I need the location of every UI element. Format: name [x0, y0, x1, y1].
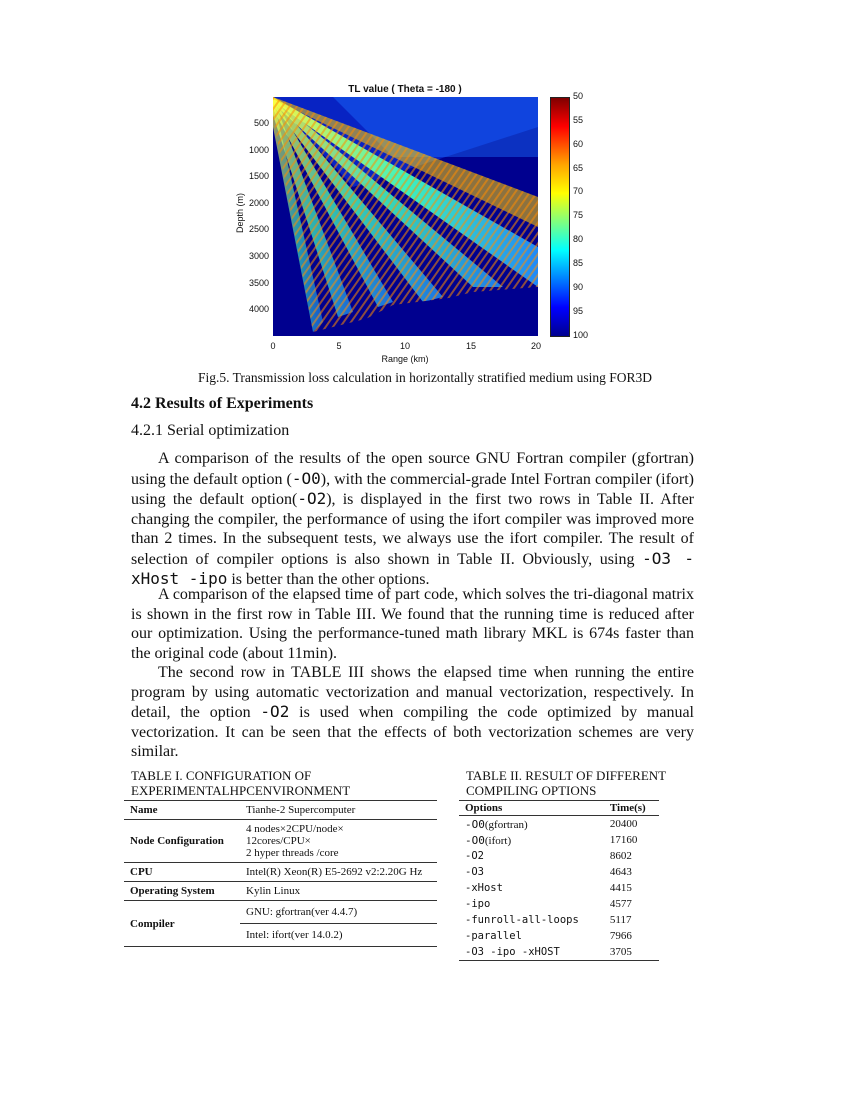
- colorbar-tick: 65: [573, 163, 584, 173]
- y-tick: 3000: [248, 251, 269, 261]
- x-tick: 0: [270, 341, 276, 351]
- table-cell: 4577: [609, 898, 632, 910]
- y-tick: 2000: [248, 198, 269, 208]
- x-tick: 15: [465, 341, 476, 351]
- table-cell: Name: [124, 801, 240, 820]
- table-row: [459, 880, 659, 896]
- paragraph-tridiagonal: A comparison of the elapsed time of part code, which solves the tri-diagonal matrix is shown in the first row in Table III. We found that the running time is reduced after our optimization. Using the performance-tuned math library MKL is 674s faster than the original code (about 11min).: [131, 586, 694, 662]
- table-cell: Intel(R) Xeon(R) E5-2692 v2:2.20G Hz: [240, 863, 437, 882]
- code-option: -O3 -xHost -ipo: [131, 548, 694, 588]
- y-tick: 3500: [248, 278, 269, 288]
- table-cell: 5117: [609, 914, 632, 926]
- column-header: Time(s): [604, 801, 659, 816]
- table-cell: Operating System: [124, 882, 240, 901]
- subsection-heading: 4.2.1 Serial optimization: [131, 422, 290, 439]
- table-row: [124, 863, 437, 882]
- table-row: [459, 832, 659, 848]
- table-cell: Intel: ifort(ver 14.0.2): [240, 924, 437, 947]
- y-tick: 1500: [248, 171, 269, 181]
- table-compiling-options: [459, 800, 659, 961]
- table-row: [459, 944, 659, 961]
- table-row: [124, 901, 437, 924]
- table-cell: Kylin Linux: [240, 882, 437, 901]
- colorbar-tick: 80: [573, 234, 584, 244]
- table-cell: 8602: [609, 850, 632, 862]
- colorbar-tick: 75: [573, 210, 584, 220]
- table-cell: Tianhe-2 Supercomputer: [240, 801, 437, 820]
- table-cell: 3705: [604, 944, 659, 961]
- section-heading: 4.2 Results of Experiments: [131, 395, 314, 412]
- table-cell: 4415: [609, 882, 632, 894]
- table-cell: 4 nodes×2CPU/node× 12cores/CPU× 2 hyper threads /core: [240, 820, 437, 863]
- table-row: [459, 928, 659, 944]
- table1-caption: TABLE I. CONFIGURATION OF EXPERIMENTALHPCENVIRONMENT: [131, 768, 351, 798]
- x-tick: 10: [399, 341, 410, 351]
- paragraph-compiler-comparison: A comparison of the results of the open source GNU Fortran compiler (gfortran) using the default option (-O0), with the commercial-grade Intel Fortran compiler (ifort) using the default option(-O2), is displayed in the first two rows in Table II. After changing the compiler, the performance of using the ifort compiler was improved more than 2 times. In the subsequent tests, we always use the ifort compiler. The result of selection of compiler options is also shown in Table II. Obviously, using -O3 -xHost -ipo is better than the other options.: [131, 450, 695, 588]
- x-tick: 5: [336, 341, 342, 351]
- colorbar-tick: 70: [573, 186, 584, 196]
- table-cell: 17160: [609, 834, 638, 846]
- table-cell: -O2: [465, 850, 484, 862]
- x-tick: 20: [530, 341, 541, 351]
- table-row: [459, 896, 659, 912]
- table-cell: 4643: [609, 866, 632, 878]
- column-header: Options: [459, 801, 604, 816]
- table-cell: -O3: [465, 866, 484, 878]
- table-cell: -ipo: [465, 898, 491, 910]
- table-cell: -funroll-all-loops: [465, 914, 579, 926]
- colorbar-tick: 60: [573, 139, 584, 149]
- table-row: [124, 820, 437, 863]
- table-configuration: [124, 800, 437, 947]
- colorbar-tick: 55: [573, 115, 584, 125]
- table-cell: 7966: [609, 930, 632, 942]
- table-cell: -O0(gfortran): [465, 817, 528, 831]
- table-cell: 20400: [609, 818, 638, 830]
- colorbar: [550, 97, 570, 337]
- y-axis-label: Depth (m): [235, 193, 245, 234]
- colorbar-tick: 95: [573, 306, 584, 316]
- table2-caption: TABLE II. RESULT OF DIFFERENT COMPILING OPTIONS: [466, 768, 666, 798]
- y-tick: 500: [253, 118, 269, 128]
- table-row: [459, 912, 659, 928]
- y-tick: 2500: [248, 224, 269, 234]
- paragraph-vectorization: The second row in TABLE III shows the elapsed time when running the entire program by using automatic vectorization and manual vectorization, respectively. In detail, the option -O2 is used when compiling the code optimized by manual vectorization. It can be seen that the effects of both vectorization schemes are very similar.: [131, 664, 694, 760]
- colorbar-tick: 85: [573, 258, 584, 268]
- table-cell: -xHost: [465, 882, 503, 894]
- code-option: -O2: [297, 489, 327, 508]
- table-cell: -parallel: [465, 930, 522, 942]
- y-tick: 4000: [248, 304, 269, 314]
- table-row: [459, 816, 659, 833]
- figure-caption: Fig.5. Transmission loss calculation in horizontally stratified medium using FOR3D: [197, 370, 653, 385]
- colorbar-tick: 90: [573, 282, 584, 292]
- table-header-row: [459, 801, 659, 816]
- table-cell: -O0(ifort): [465, 833, 512, 847]
- table-row: [124, 882, 437, 901]
- table-row: [124, 801, 437, 820]
- table-cell: Compiler: [124, 901, 240, 947]
- heatmap-plot: [273, 97, 538, 336]
- table-row: [459, 848, 659, 864]
- code-option: -O0: [291, 468, 321, 488]
- plot-title: TL value ( Theta = -180 ): [348, 84, 462, 95]
- y-tick: 1000: [248, 145, 269, 155]
- colorbar-tick: 100: [573, 330, 589, 340]
- table-cell: CPU: [124, 863, 240, 882]
- table-row: [459, 864, 659, 880]
- table-cell: GNU: gfortran(ver 4.4.7): [240, 901, 437, 924]
- x-axis-label: Range (km): [381, 354, 429, 364]
- table-cell: Node Configuration: [124, 820, 240, 863]
- table-cell: -O3 -ipo -xHOST: [459, 944, 604, 961]
- code-option: -O2: [260, 702, 290, 721]
- colorbar-tick: 50: [573, 91, 584, 101]
